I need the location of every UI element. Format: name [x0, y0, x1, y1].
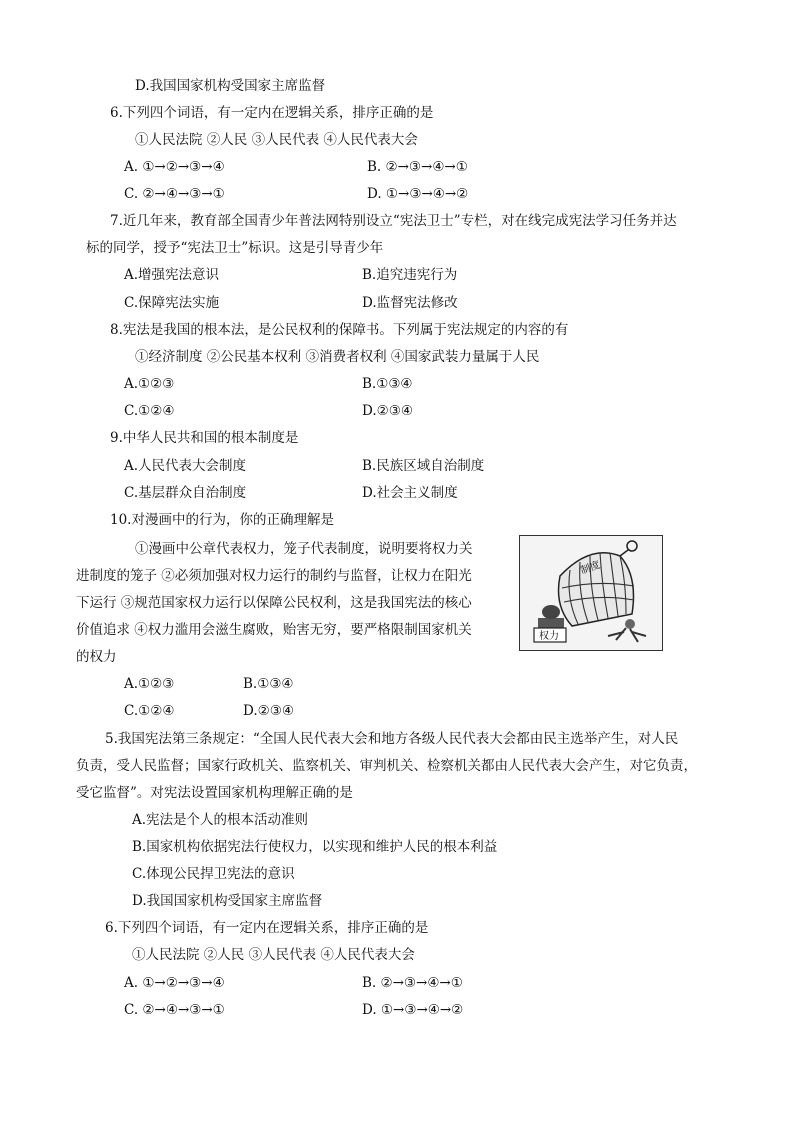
q8-option-a: A.①②③	[124, 376, 175, 392]
q6-option-b: B. ②→③→④→①	[362, 975, 463, 991]
q9-option-a: A.人民代表大会制度	[124, 458, 247, 474]
q6-items: ①人民法院 ②人民 ③人民代表 ④人民代表大会	[132, 947, 415, 963]
q6-top-option-d: D. ①→③→④→②	[367, 186, 469, 202]
q10-option-d: D.②③④	[243, 703, 294, 719]
q6-top-items: ①人民法院 ②人民 ③人民代表 ④人民代表大会	[135, 132, 418, 148]
q8-stem: 8.宪法是我国的根本法，是公民权利的保障书。下列属于宪法规定的内容的有	[110, 322, 569, 338]
q10-option-c: C.①②④	[124, 703, 175, 719]
q6-top-stem: 6.下列四个词语，有一定内在逻辑关系，排序正确的是	[110, 105, 434, 121]
q9-option-b: B.民族区域自治制度	[362, 458, 485, 474]
q8-option-b: B.①③④	[362, 376, 413, 392]
q9-stem: 9.中华人民共和国的根本制度是	[110, 430, 299, 446]
q5-option-a: A.宪法是个人的根本活动准则	[132, 812, 309, 828]
q10-stem: 10.对漫画中的行为，你的正确理解是	[110, 512, 334, 528]
q7-option-d: D.监督宪法修改	[362, 295, 458, 311]
q5-top-option-d: D.我国国家机构受国家主席监督	[135, 78, 326, 94]
cartoon-cage-label: 制度	[579, 559, 602, 577]
q10-text-line-5: 的权力	[76, 649, 117, 665]
q7-option-a: A.增强宪法意识	[124, 267, 220, 283]
q5-option-c: C.体现公民捍卫宪法的意识	[132, 866, 295, 882]
q10-option-a: A.①②③	[124, 676, 175, 692]
q10-text-line-4: 价值追求 ④权力滥用会滋生腐败，贻害无穷，要严格限制国家机关	[76, 622, 472, 638]
q5-option-d: D.我国国家机构受国家主席监督	[132, 893, 323, 909]
q7-option-b: B.追究违宪行为	[362, 267, 458, 283]
q5-stem-line-3: 受它监督”。对宪法设置国家机构理解正确的是	[76, 785, 353, 801]
q10-text-line-1: ①漫画中公章代表权力，笼子代表制度，说明要将权力关	[135, 541, 473, 557]
q8-option-c: C.①②④	[124, 403, 175, 419]
q9-option-d: D.社会主义制度	[362, 485, 458, 501]
cartoon-drawing	[520, 536, 662, 650]
q6-option-c: C. ②→④→③→①	[124, 1002, 225, 1018]
q6-top-option-b: B. ②→③→④→①	[367, 159, 468, 175]
cartoon-image	[519, 535, 663, 651]
q6-top-option-c: C. ②→④→③→①	[124, 186, 225, 202]
q6-top-option-a: A. ①→②→③→④	[124, 159, 225, 175]
cartoon-seal-label: 权力	[539, 631, 559, 642]
q7-stem-line-1: 7.近几年来，教育部全国青少年普法网特别设立“宪法卫士”专栏，对在线完成宪法学习任务并达	[110, 213, 677, 229]
q7-stem-line-2: 标的同学，授予“宪法卫士”标识。这是引导青少年	[86, 240, 384, 256]
q10-text-line-2: 进制度的笼子 ②必须加强对权力运行的制约与监督，让权力在阳光	[76, 568, 472, 584]
q7-option-c: C.保障宪法实施	[124, 295, 220, 311]
q5-option-b: B.国家机构依据宪法行使权力，以实现和维护人民的根本利益	[132, 839, 498, 855]
q8-option-d: D.②③④	[362, 403, 413, 419]
q6-stem: 6.下列四个词语，有一定内在逻辑关系，排序正确的是	[105, 920, 429, 936]
q6-option-a: A. ①→②→③→④	[124, 975, 225, 991]
q5-stem-line-2: 负责，受人民监督；国家行政机关、监察机关、审判机关、检察机关都由人民代表大会产生，对它负责，	[76, 758, 697, 774]
q5-stem-line-1: 5.我国宪法第三条规定：“全国人民代表大会和地方各级人民代表大会都由民主选举产生，对人民	[105, 731, 679, 747]
q10-text-line-3: 下运行 ③规范国家权力运行以保障公民权利，这是我国宪法的核心	[76, 595, 472, 611]
q8-items: ①经济制度 ②公民基本权利 ③消费者权利 ④国家武装力量属于人民	[135, 349, 540, 365]
q6-option-d: D. ①→③→④→②	[362, 1002, 464, 1018]
q10-option-b: B.①③④	[243, 676, 294, 692]
q9-option-c: C.基层群众自治制度	[124, 485, 247, 501]
